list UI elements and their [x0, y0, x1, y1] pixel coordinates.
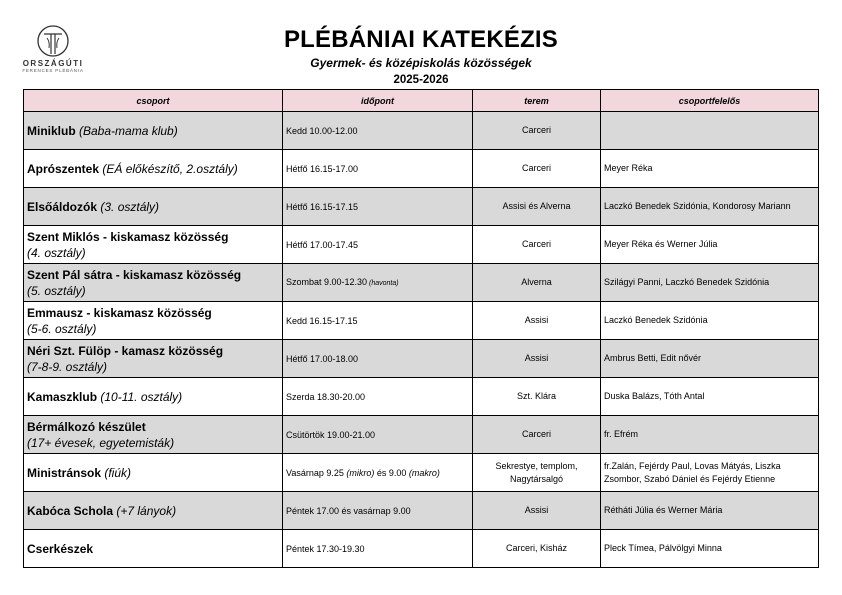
room-cell: Carceri: [473, 112, 601, 150]
group-cell: [24, 226, 283, 264]
leader-cell: fr.Zalán, Fejérdy Paul, Lovas Mátyás, Liszka Zsombor, Szabó Dániel és Fejérdy Etienne: [601, 454, 819, 492]
column-header-room: terem: [473, 90, 601, 112]
leader-cell: Rétháti Júlia és Werner Mária: [601, 492, 819, 530]
table-row: [24, 150, 819, 188]
time-value: Hétfő 17.00-17.45: [286, 239, 359, 250]
group-cell: [24, 492, 283, 530]
time-value: Szombat 9.00-12.30: [286, 276, 368, 287]
group-name: Szent Pál sátra - kiskamasz közösség: [27, 267, 242, 282]
room-cell: Carceri: [473, 150, 601, 188]
table-row: [24, 340, 819, 378]
time-cell: [283, 378, 473, 416]
leader-cell: Pleck Tímea, Pálvölgyi Minna: [601, 530, 819, 568]
time-part: (mikro): [346, 467, 375, 478]
group-cell: [24, 302, 283, 340]
group-description: (17+ évesek, egyetemisták): [27, 435, 175, 450]
group-description: (5. osztály): [27, 283, 86, 298]
leader-cell: [601, 112, 819, 150]
room-cell: Carceri: [473, 226, 601, 264]
group-name: Kabóca Schola: [27, 503, 114, 518]
table-row: [24, 416, 819, 454]
group-name: Elsőáldozók: [27, 199, 98, 214]
time-cell: [283, 454, 473, 492]
time-cell: [283, 226, 473, 264]
column-header-group: csoport: [24, 90, 283, 112]
group-name: Ministránsok: [27, 465, 102, 480]
group-cell: [24, 378, 283, 416]
room-cell: Alverna: [473, 264, 601, 302]
time-value: Hétfő 16.15-17.00: [286, 163, 359, 174]
time-cell: [283, 112, 473, 150]
room-cell: Assisi: [473, 340, 601, 378]
group-description: (10-11. osztály): [97, 389, 183, 404]
group-description: (7-8-9. osztály): [27, 359, 108, 374]
time-cell: [283, 150, 473, 188]
room-cell: Carceri: [473, 416, 601, 454]
time-value: Csütörtök 19.00-21.00: [286, 429, 376, 440]
time-part: és 9.00: [374, 467, 409, 478]
table-row: [24, 302, 819, 340]
table-row: [24, 492, 819, 530]
leader-cell: Laczkó Benedek Szidónia, Kondorosy Mariann: [601, 188, 819, 226]
room-cell: Assisi: [473, 492, 601, 530]
time-value: Péntek 17.00 és vasárnap 9.00: [286, 505, 411, 516]
room-cell: Sekrestye, templom, Nagytársalgó: [473, 454, 601, 492]
table-row: [24, 378, 819, 416]
group-description: (4. osztály): [27, 245, 86, 260]
logo-name: ORSZÁGÚTI: [22, 59, 84, 68]
group-cell: [24, 150, 283, 188]
column-header-leader: csoportfelelős: [601, 90, 819, 112]
page-subtitle: Gyermek- és középiskolás közösségek: [310, 56, 532, 70]
time-cell: [283, 530, 473, 568]
group-name: Aprószentek: [27, 161, 100, 176]
leader-cell: Ambrus Betti, Edit nővér: [601, 340, 819, 378]
table-row: [24, 454, 819, 492]
group-name: Szent Miklós - kiskamasz közösség: [27, 229, 229, 244]
time-value: Hétfő 16.15-17.15: [286, 201, 359, 212]
leader-cell: fr. Efrém: [601, 416, 819, 454]
group-cell: [24, 188, 283, 226]
page-title: PLÉBÁNIAI KATEKÉZIS: [283, 26, 559, 53]
group-name: Kamaszklub: [27, 389, 98, 404]
school-year: 2025-2026: [393, 74, 449, 86]
table-row: [24, 226, 819, 264]
group-cell: [24, 340, 283, 378]
group-cell: [24, 264, 283, 302]
group-cell: [24, 530, 283, 568]
group-name: Néri Szt. Fülöp - kamasz közösség: [27, 343, 224, 358]
group-cell: [24, 112, 283, 150]
time-part: (makro): [408, 467, 440, 478]
group-cell: [24, 416, 283, 454]
time-value: Péntek 17.30-19.30: [286, 543, 365, 554]
table-row: [24, 112, 819, 150]
time-cell: [283, 188, 473, 226]
time-value: Kedd 10.00-12.00: [286, 125, 358, 136]
logo-subtitle: FERENCES PLÉBÁNIA: [22, 68, 84, 73]
leader-cell: Szilágyi Panni, Laczkó Benedek Szidónia: [601, 264, 819, 302]
table-row: [24, 188, 819, 226]
time-value: Szerda 18.30-20.00: [286, 391, 366, 402]
leader-cell: Duska Balázs, Tóth Antal: [601, 378, 819, 416]
time-part: Vasárnap 9.25: [286, 467, 347, 478]
column-header-time: időpont: [283, 90, 473, 112]
time-cell: [283, 340, 473, 378]
group-name: Emmausz - kiskamasz közösség: [27, 305, 212, 320]
group-description: (Baba-mama klub): [75, 123, 178, 138]
group-description: (EÁ előkészítő, 2.osztály): [99, 161, 238, 176]
time-cell: [283, 492, 473, 530]
leader-cell: Meyer Réka és Werner Júlia: [601, 226, 819, 264]
leader-cell: Meyer Réka: [601, 150, 819, 188]
table-row: [24, 264, 819, 302]
time-cell: [283, 416, 473, 454]
group-description: (5-6. osztály): [27, 321, 97, 336]
time-value: Kedd 16.15-17.15: [286, 315, 358, 326]
time-note: (havonta): [367, 279, 399, 287]
time-cell: [283, 264, 473, 302]
room-cell: Szt. Klára: [473, 378, 601, 416]
group-description: (3. osztály): [97, 199, 160, 214]
group-name: Bérmálkozó készület: [27, 419, 146, 434]
room-cell: Assisi: [473, 302, 601, 340]
group-name: Miniklub: [27, 123, 76, 138]
catechesis-schedule-table: [23, 89, 819, 568]
time-value: Hétfő 17.00-18.00: [286, 353, 359, 364]
table-header-row: [24, 90, 819, 112]
room-cell: Carceri, Kisház: [473, 530, 601, 568]
group-cell: [24, 454, 283, 492]
leader-cell: Laczkó Benedek Szidónia: [601, 302, 819, 340]
group-description: (fiúk): [101, 465, 132, 480]
room-cell: Assisi és Alverna: [473, 188, 601, 226]
group-description: (+7 lányok): [113, 503, 177, 518]
table-row: [24, 530, 819, 568]
time-cell: [283, 302, 473, 340]
group-name: Cserkészek: [27, 541, 94, 556]
